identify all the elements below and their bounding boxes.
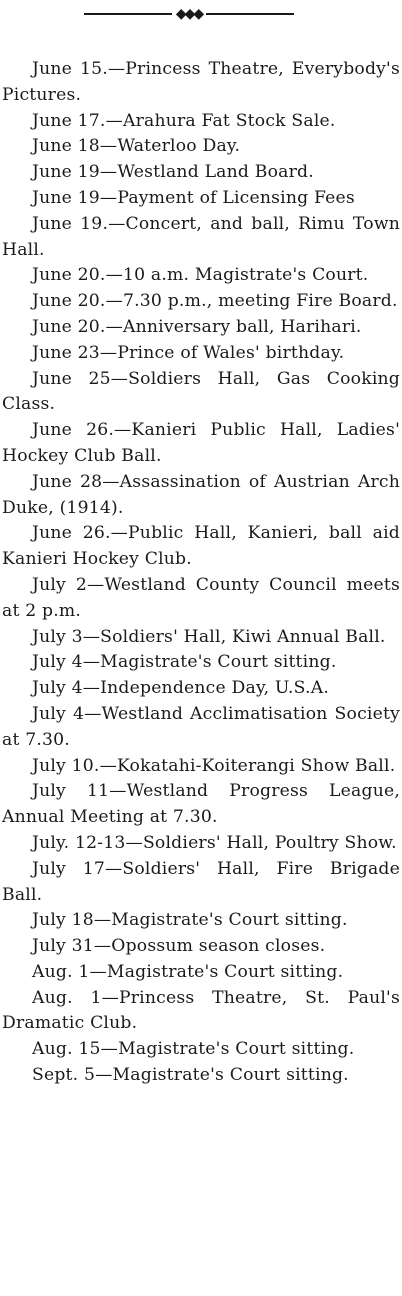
calendar-entry: Aug. 1—Princess Theatre, St. Paul's Dramatic Club. [2, 987, 400, 1034]
rule-line-left [84, 13, 172, 15]
calendar-entry: July 10.—Kokatahi-Koiterangi Show Ball. [32, 755, 396, 776]
calendar-entry: Sept. 5—Magistrate's Court sitting. [32, 1065, 349, 1086]
calendar-entry: July 3—Soldiers' Hall, Kiwi Annual Ball. [32, 626, 386, 647]
calendar-entry: July 11—Westland Progress League, Annual Meeting at 7.30. [2, 781, 400, 828]
calendar-entry: June 20.—10 a.m. Magistrate's Court. [32, 265, 369, 286]
calendar-entry: July. 12-13—Soldiers' Hall, Poultry Show. [32, 832, 397, 853]
ornamental-rule [84, 8, 294, 20]
calendar-entry: July 4—Independence Day, U.S.A. [32, 678, 329, 699]
calendar-entry: July 2—Westland County Council meets at 2 p.m. [2, 574, 400, 621]
calendar-entry: June 17.—Arahura Fat Stock Sale. [32, 110, 336, 131]
calendar-entry: June 20.—7.30 p.m., meeting Fire Board. [32, 291, 398, 312]
calendar-entry: June 18—Waterloo Day. [32, 136, 241, 157]
events-calendar-list [0, 57, 400, 1089]
calendar-entry: June 25—Soldiers Hall, Gas Cooking Class. [2, 368, 400, 415]
calendar-entry: June 19—Westland Land Board. [32, 162, 314, 183]
calendar-entry: June 19—Payment of Licensing Fees [32, 187, 355, 208]
rule-line-right [206, 13, 294, 15]
calendar-entry: July 4—Magistrate's Court sitting. [32, 652, 337, 673]
calendar-entry: June 26.—Kanieri Public Hall, Ladies' Hockey Club Ball. [2, 420, 400, 466]
calendar-entry: July 4—Westland Acclimatisation Society at 7.30. [2, 703, 400, 750]
calendar-entry: July 18—Magistrate's Court sitting. [32, 910, 348, 931]
calendar-entry: June 28—Assassination of Austrian Arch Duke, (1914). [2, 471, 400, 518]
calendar-entry: June 15.—Princess Theatre, Everybody's Pictures. [2, 59, 400, 105]
calendar-entry: June 26.—Public Hall, Kanieri, ball aid Kanieri Hockey Club. [2, 523, 400, 570]
calendar-entry: July 31—Opossum season closes. [32, 936, 326, 957]
calendar-entry: June 20.—Anniversary ball, Harihari. [32, 316, 362, 337]
calendar-entry: July 17—Soldiers' Hall, Fire Brigade Ball. [2, 858, 400, 905]
calendar-entry: June 19.—Concert, and ball, Rimu Town Hall. [2, 213, 400, 260]
calendar-entry: June 23—Prince of Wales' birthday. [32, 342, 345, 363]
ornament-glyph: ◆◆◆ [175, 6, 203, 22]
calendar-entry: Aug. 15—Magistrate's Court sitting. [32, 1039, 355, 1060]
calendar-entry: Aug. 1—Magistrate's Court sitting. [32, 961, 344, 982]
